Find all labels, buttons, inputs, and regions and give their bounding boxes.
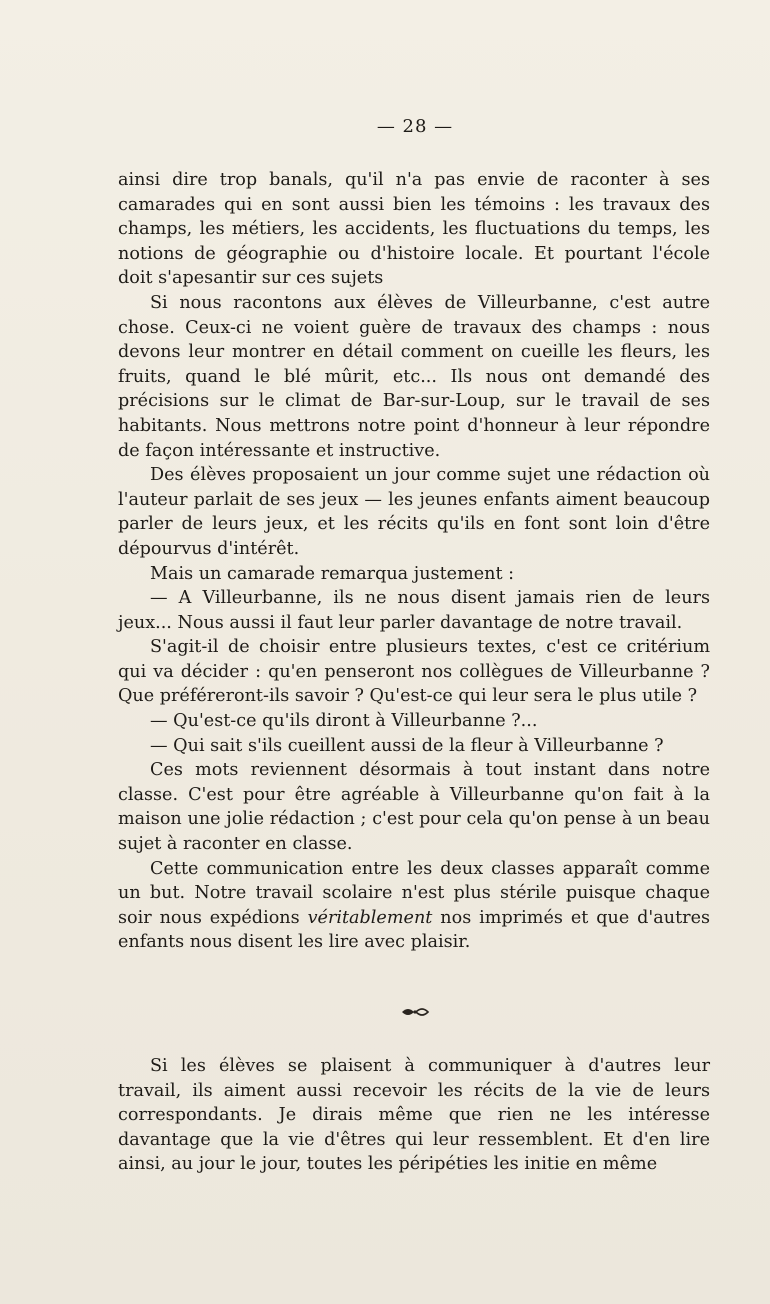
paragraph-3: Des élèves proposaient un jour comme sujet une rédaction où l'auteur parlait de ses jeux — les jeunes enfants aiment beaucoup parler de leurs jeux, et les récits qu'ils en font sont loin d'être dépourvus d'intérêt. bbox=[118, 465, 710, 559]
paragraph-10-end: nos imprimés et que d'autres enfants nous disent les lire avec plaisir. bbox=[118, 907, 711, 953]
paragraph-6: S'agit-il de choisir entre plusieurs textes, c'est ce critérium qui va décider : qu'en penseront nos collègues de Villeurbanne ? Que préféreront-ils savoir ? Qu'est-ce qui leur sera le plus utile ? bbox=[118, 637, 710, 707]
paragraph-10 bbox=[118, 857, 710, 955]
fleuron-icon-svg bbox=[400, 1005, 430, 1019]
body-text-bottom bbox=[118, 1054, 710, 1177]
page-number: — 28 — bbox=[376, 116, 454, 137]
fleuron-icon bbox=[0, 1000, 770, 1024]
paragraph-7: — Qu'est-ce qu'ils diront à Villeurbanne ?... bbox=[150, 711, 538, 732]
paragraph-4: Mais un camarade remarqua justement : bbox=[150, 563, 515, 584]
paragraph-10-start: Cette communication entre les deux classes apparaît comme un but. Notre travail scolaire n'est plus stérile puisque chaque soir nous expédions bbox=[118, 858, 710, 928]
italic-word: véritablement bbox=[307, 907, 433, 928]
paragraph-5: — A Villeurbanne, ils ne nous disent jamais rien de leurs jeux... Nous aussi il faut leur parler davantage de notre travail. bbox=[118, 588, 710, 633]
paragraph-8: — Qui sait s'ils cueillent aussi de la fleur à Villeurbanne ? bbox=[150, 735, 664, 756]
body-text-top bbox=[118, 168, 710, 955]
paragraph-11: Si les élèves se plaisent à communiquer à d'autres leur travail, ils aiment aussi recevoir les récits de la vie de leurs correspondants. Je dirais même que rien ne les intéresse davantage que la vie d'êtres qui leur ressemblent. Et d'en lire ainsi, au jour le jour, toutes les péripéties les initie en même bbox=[118, 1056, 710, 1175]
paragraph-9: Ces mots reviennent désormais à tout instant dans notre classe. C'est pour être agréable à Villeurbanne qu'on fait à la maison une jolie rédaction ; c'est pour cela qu'on pense à un beau sujet à raconter en classe. bbox=[118, 760, 710, 855]
paragraph-2: Si nous racontons aux élèves de Villeurbanne, c'est autre chose. Ceux-ci ne voient guère de travaux des champs : nous devons leur montrer en détail comment on cueille les fleurs, les fruits, quand le blé mûrit, etc... Ils nous ont demandé des précisions sur le climat de Bar-sur-Loup, sur le travail de ses habitants. Nous mettrons notre point d'honneur à leur répondre de façon intéressante et instructive. bbox=[118, 292, 710, 461]
paragraph-1: ainsi dire trop banals, qu'il n'a pas envie de raconter à ses camarades qui en sont aussi bien les témoins : les travaux des champs, les métiers, les accidents, les fluctuations du temps, les notions de géographie ou d'histoire locale. Et pourtant l'école doit s'apesantir sur ces sujets bbox=[118, 170, 710, 289]
